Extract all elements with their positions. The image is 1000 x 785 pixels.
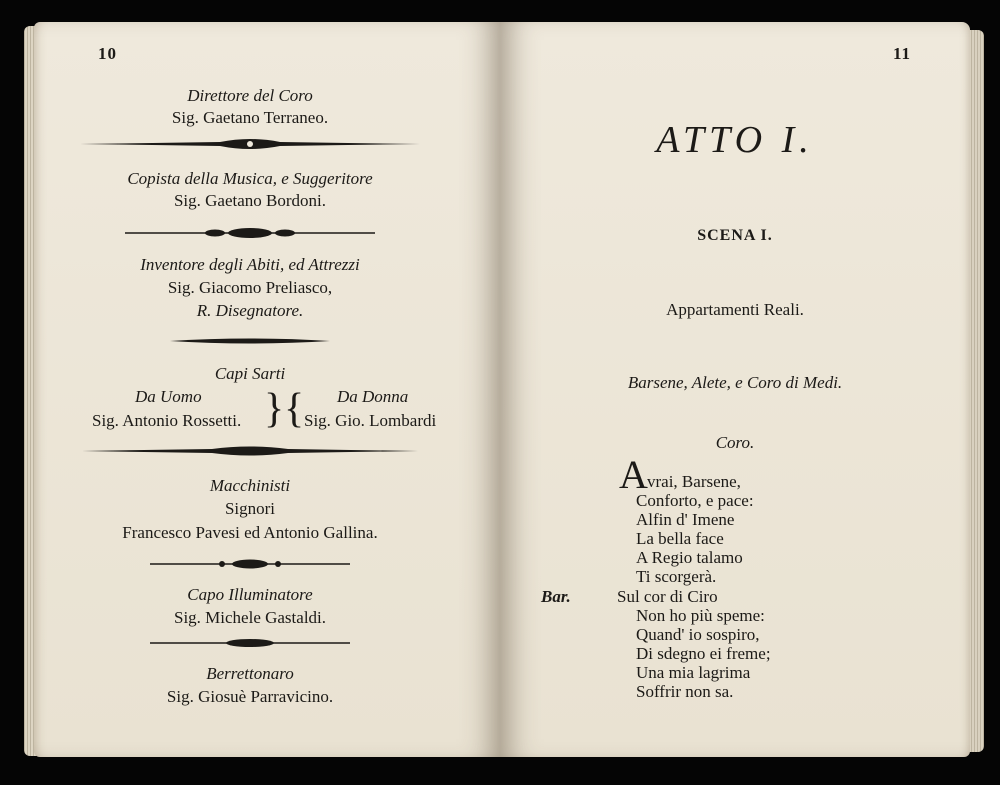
donna-label: Da Donna [337, 387, 409, 406]
verse-line: Alfin d' Imene [636, 510, 735, 529]
ornament-divider [0, 444, 500, 458]
speaker-label: Coro. [715, 433, 755, 452]
brace-right: } [264, 386, 285, 432]
scene-characters: Barsene, Alete, e Coro di Medi. [627, 373, 843, 392]
credit-role: Capo Illuminatore [187, 585, 313, 604]
scene-setting: Appartamenti Reali. [666, 300, 804, 319]
credit-role: Berrettonaro [206, 664, 294, 683]
credit-name: Francesco Pavesi ed Antonio Gallina. [122, 523, 378, 542]
ornament-divider [0, 226, 500, 240]
verse-line: A Regio talamo [636, 548, 743, 567]
ornament-divider [0, 557, 500, 571]
verse-line: La bella face [636, 529, 724, 548]
ornament-divider [0, 636, 500, 650]
credit-role: Direttore del Coro [187, 86, 313, 105]
ornament-divider [0, 334, 500, 348]
credit-name: Sig. Gaetano Terraneo. [171, 108, 329, 127]
verse-line: vrai, Barsene, [647, 472, 741, 491]
verse-line: Conforto, e pace: [636, 491, 754, 510]
verse-line: Quand' io sospiro, [636, 625, 760, 644]
brace-left: { [284, 386, 305, 432]
credit-line: Signori [224, 499, 276, 518]
drop-cap: A [619, 452, 648, 497]
act-title: ATTO I. [656, 119, 814, 161]
credit-role: Macchinisti [209, 476, 291, 495]
ornament-divider [0, 137, 500, 151]
left-page-number: 10 [98, 44, 117, 63]
uomo-name: Sig. Antonio Rossetti. [92, 411, 242, 430]
verse-line: Ti scorgerà. [636, 567, 717, 586]
scene-title: SCENA I. [697, 227, 773, 244]
section-heading: Capi Sarti [214, 364, 286, 383]
credit-name: Sig. Gaetano Bordoni. [173, 191, 327, 210]
uomo-label: Da Uomo [135, 387, 202, 406]
credit-role: Copista della Musica, e Suggeritore [127, 169, 373, 188]
credit-name: Sig. Giacomo Preliasco, [167, 278, 333, 297]
donna-name: Sig. Gio. Lombardi [304, 411, 437, 430]
verse-line: Soffrir non sa. [636, 682, 734, 701]
speaker-label: Bar. [541, 587, 571, 606]
credit-name: Sig. Michele Gastaldi. [173, 608, 327, 627]
credit-name: Sig. Giosuè Parravicino. [166, 687, 334, 706]
credit-role: Inventore degli Abiti, ed Attrezzi [140, 255, 360, 274]
right-page-number: 11 [893, 44, 912, 63]
verse-line: Sul cor di Ciro [617, 587, 718, 606]
verse-line: Di sdegno ei freme; [636, 644, 771, 663]
verse-line: Una mia lagrima [636, 663, 751, 682]
credit-title: R. Disegnatore. [196, 301, 304, 320]
verse-line: Non ho più speme: [636, 606, 765, 625]
